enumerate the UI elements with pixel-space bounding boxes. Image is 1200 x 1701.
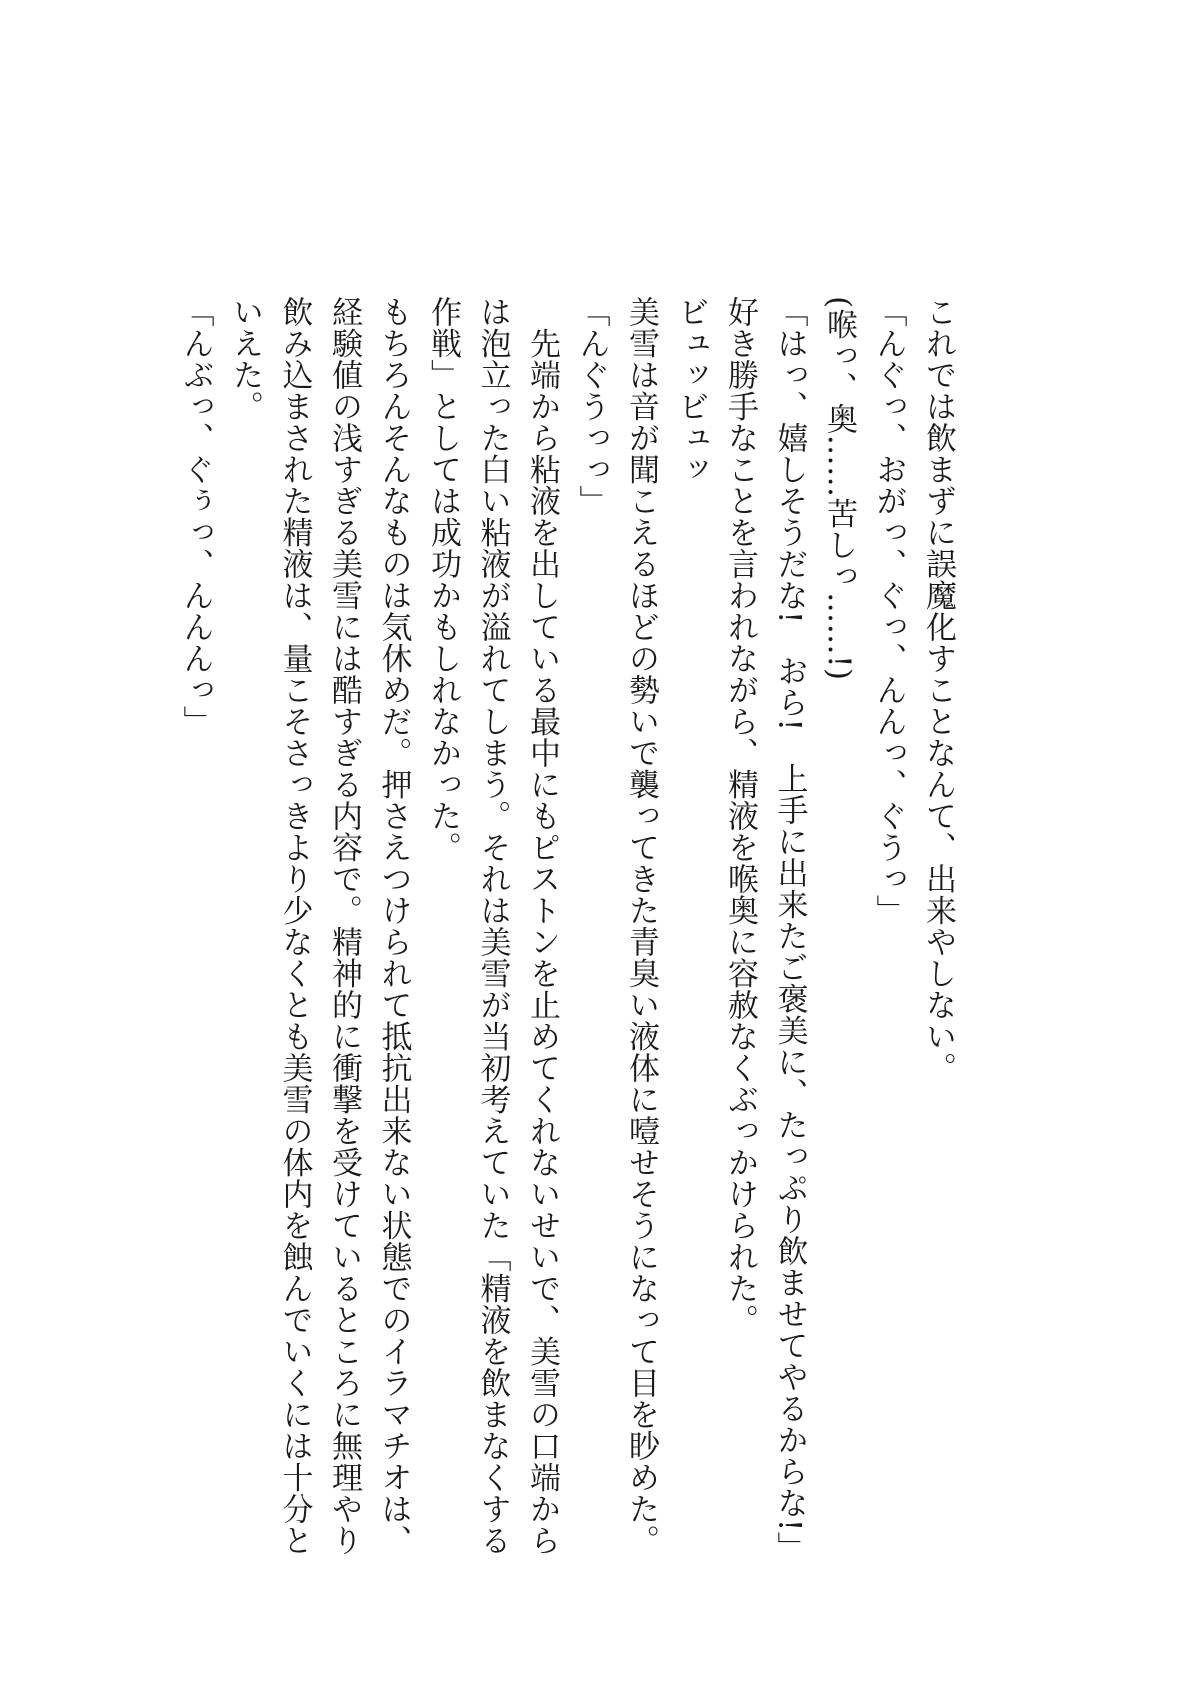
text-line: (喉っ、奥……苦しっ……!) xyxy=(821,296,857,681)
text-line: ビュッビュッ xyxy=(672,296,709,485)
text-line: は泡立った白い粘液が溢れてしまう。それは美雪が当初考えていた「精液を飲まなくする xyxy=(474,296,511,1556)
text-line: 「はっ、嬉しそうだな! おら! 上手に出来たご褒美に、たっぷり飲ませてやるからな!」 xyxy=(771,296,808,1564)
text-line: 「んぐっ、おがっ、ぐっ、んんっ、ぐうっ」 xyxy=(870,296,907,926)
text-line: 作戦」としては成功かもしれなかった。 xyxy=(425,296,461,863)
text-line: 美雪は音が聞こえるほどの勢いで襲ってきた青臭い液体に噎せそうになって目を眇めた。 xyxy=(623,296,659,1556)
text-line: 飲み込まされた精液は、量こそさっきより少なくとも美雪の体内を蝕んでいくには十分と xyxy=(276,296,313,1556)
text-line: 経験値の浅すぎる美雪には酷すぎる内容で。精神的に衝撃を受けているところに無理やり xyxy=(326,296,362,1556)
text-line: いえた。 xyxy=(227,296,263,422)
text-line: 好き勝手なことを言われながら、精液を喉奥に容赦なくぶっかけられた。 xyxy=(722,296,758,1336)
text-line: 「んぶっ、ぐぅっ、んんんっ」 xyxy=(177,296,214,737)
vertical-text-body xyxy=(170,296,962,1564)
text-line: 先端から粘液を出している最中にもピストンを止めてくれないせいで、美雪の口端から xyxy=(524,296,560,1556)
text-line: これでは飲まずに誤魔化すことなんて、出来やしない。 xyxy=(920,296,956,1084)
text-line: もちろんそんなものは気休めだ。押さえつけられて抵抗出来ない状態でのイラマチオは、 xyxy=(375,296,412,1556)
text-line: 「んぐうっっ」 xyxy=(573,296,610,517)
